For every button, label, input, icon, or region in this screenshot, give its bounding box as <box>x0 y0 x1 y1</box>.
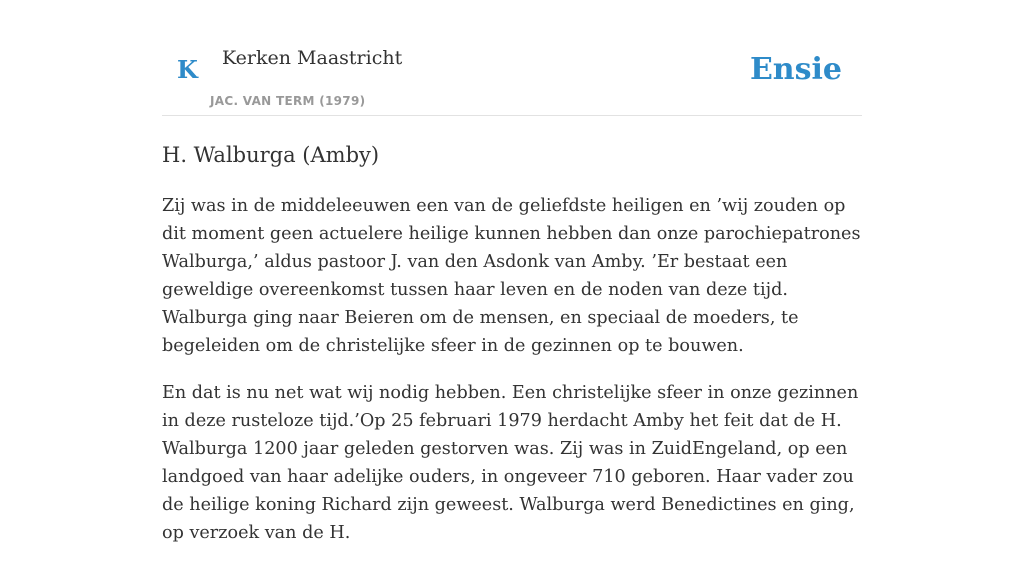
collection-title[interactable]: Kerken Maastricht <box>222 47 403 69</box>
article-title: H. Walburga (Amby) <box>162 143 380 167</box>
site-header <box>162 0 862 116</box>
article-paragraph: En dat is nu net wat wij nodig hebben. Een christelijke sfeer in onze gezinnen in deze rusteloze tijd.’Op 25 februari 1979 herdacht Amby het feit dat de H. Walburga 1200 jaar geleden gestorven was. Zij was in ZuidEngeland, op een landgoed van haar adelijke ouders, in ongeveer 710 geboren. Haar vader zou de heilige koning Richard zijn geweest. Walburga werd Benedictines en ging, op verzoek van de H. <box>162 383 859 543</box>
article-paragraph: Zij was in de middeleeuwen een van de geliefdste heiligen en ’wij zouden op dit moment geen actuelere heilige kunnen hebben dan onze parochiepatrones Walburga,’ aldus pastoor J. van den Asdonk van Amby. ’Er bestaat een geweldige overeenkomst tussen haar leven en de noden van deze tijd. Walburga ging naar Beieren om de mensen, en speciaal de moeders, te begeleiden om de christelijke sfeer in de gezinnen op te bouwen. <box>162 196 861 356</box>
author-line: JAC. VAN TERM (1979) <box>210 94 366 108</box>
article-body <box>162 192 862 566</box>
brand-logo[interactable]: Ensie <box>749 52 842 87</box>
collection-logo[interactable]: K <box>177 55 198 84</box>
